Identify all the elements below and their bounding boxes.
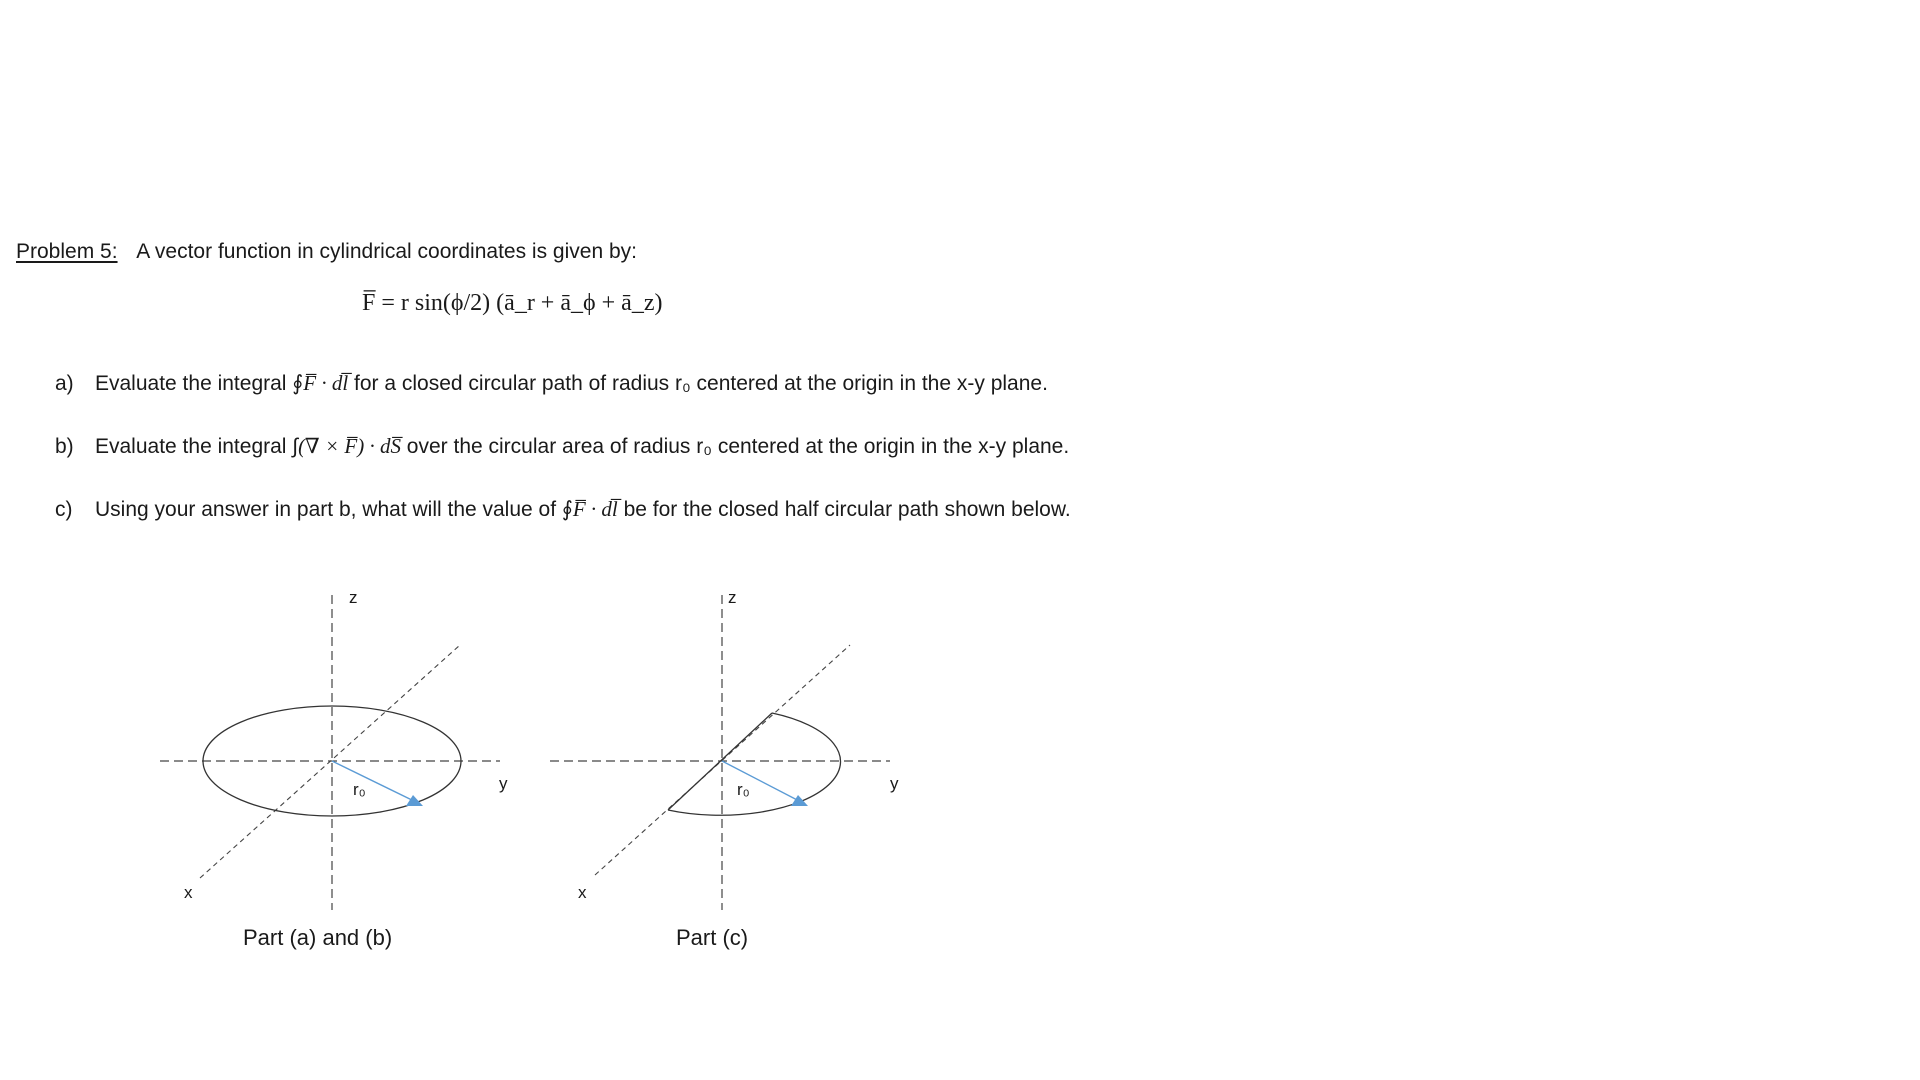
part-c-letter: c) [55,498,73,521]
part-a-letter: a) [55,372,74,395]
z-axis-label: z [728,588,737,607]
caption-part-ab: Part (a) and (b) [243,925,393,950]
diagram-full-circle [150,585,530,915]
radius-line [722,761,803,803]
x-axis-label: x [184,883,193,902]
problem-statement: A vector function in cylindrical coordinates is given by: [136,240,637,263]
radius-arrowhead [791,795,808,806]
part-c-text: Using your answer in part b, what will the value of ∮F̅ · dl̅ be for the closed half circular path shown below. [95,497,1071,521]
z-axis-label: z [349,588,358,607]
part-a-math: F̅ · dl̅ [303,371,349,395]
half-circular-arc [668,713,841,815]
problem-label: Problem 5: [16,240,118,263]
part-b-text: Evaluate the integral ∫(∇ × F̅) · dS̅ over the circular area of radius r₀ centered at the origin in the x-y plane. [95,434,1070,458]
y-axis-label: y [890,774,899,793]
radius-label: r₀ [353,780,366,799]
radius-label: r₀ [737,780,750,799]
problem-header [16,240,637,264]
part-b-letter: b) [55,435,74,458]
vector-equation: F̅ = r sin(ϕ/2) (ā_r + ā_ϕ + ā_z) [362,290,663,316]
part-c-math: F̅ · dl̅ [572,497,618,521]
y-axis-label: y [499,774,508,793]
radius-line [332,761,418,803]
x-axis-label: x [578,883,587,902]
diagram-half-circle [540,585,920,915]
part-a-text: Evaluate the integral ∮F̅ · dl̅ for a closed circular path of radius r₀ centered at the origin in the x-y plane. [95,371,1048,395]
caption-part-c: Part (c) [676,925,749,950]
part-b-math: (∇ × F̅) · dS̅ [298,434,401,458]
